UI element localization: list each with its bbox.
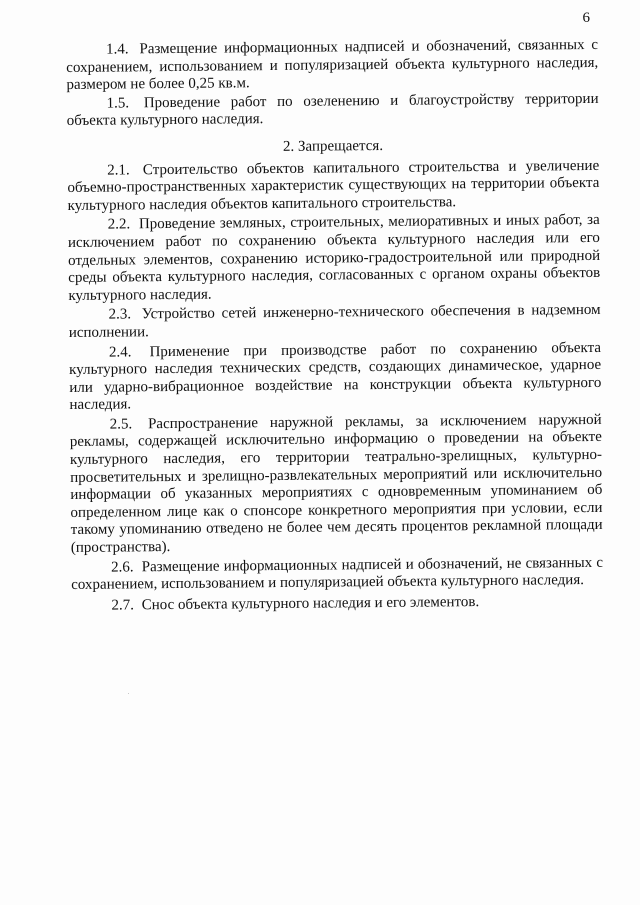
page-number: 6 [582,10,590,26]
clause-number: 2.1. [107,161,130,179]
clause-number: 2.6. [110,559,134,576]
clause-2-6 [71,554,603,594]
clause-text: Устройство сетей инженерно-технического обеспечения в надземном исполнении. [68,302,601,341]
clause-2-1 [67,157,599,215]
clause-text: Снос объекта культурного наследия и его элементов. [141,593,480,614]
clause-number: 1.5. [106,95,130,112]
clause-2-3 [69,302,601,342]
clause-1-5 [67,91,599,131]
clause-text: Распространение наружной рекламы, за исключением наружной рекламы, содержащей исключительно информацию о проведении на объекте культурного наследия, его территории театрально-зрелищных, культурно-просветительных и зрелищно-развлекательных мероприятий или исключительно информации об указанных мероприятиях с одновременным упоминанием об определенном лице как о спонсоре конкретного мероприятия при условии, если такому упоминанию отведено не более чем десять процентов рекламной площади (пространства). [69,411,603,557]
clause-number: 2.5. [109,416,133,433]
clause-number: 2.2. [107,216,131,233]
clause-number: 1.4. [105,41,129,58]
clause-2-5 [70,412,603,558]
clause-2-7 [71,593,603,616]
clause-2-2 [68,212,601,305]
scan-artifact [128,693,129,694]
clause-number: 2.7. [111,597,134,614]
clause-text: Проведение работ по озеленению и благоустройству территории объекта культурного наследия. [66,90,599,130]
section-heading: 2. Запрещается. [282,137,384,155]
clause-text: Размещение информационных надписей и обозначений, не связанных с сохранением, использованием и популяризацией объекта культурного наследия. [71,554,604,594]
clause-2-4 [69,339,602,414]
clause-text: Строительство объектов капитального строительства и увеличение объемно-пространственных характеристик существующих на территории объекта культурного наследия объектов капитального строительства. [67,157,600,214]
clause-text: Применение при производстве работ по сохранению объекта культурного наследия технических средств, создающих динамическое, ударное или ударно-вибрационное воздействие на конструкции объекта культурного наследия. [69,339,602,414]
clause-number: 2.3. [108,306,132,323]
clause-text: Размещение информационных надписей и обозначений, связанных с сохранением, использованием и популяризацией объекта культурного наследия, размером не более 0,25 кв.м. [66,36,599,94]
clause-number: 2.4. [108,343,132,361]
clause-text: Проведение земляных, строительных, мелиоративных и иных работ, за исключением работ по сохранению объекта культурного наследия или его отдельных элементов, сохранению историко-градостроительной или природной среды объекта культурного наследия, согласованных с органом охраны объектов культурного наследия. [67,212,601,304]
document-body [66,37,603,616]
clause-1-4 [66,37,598,95]
